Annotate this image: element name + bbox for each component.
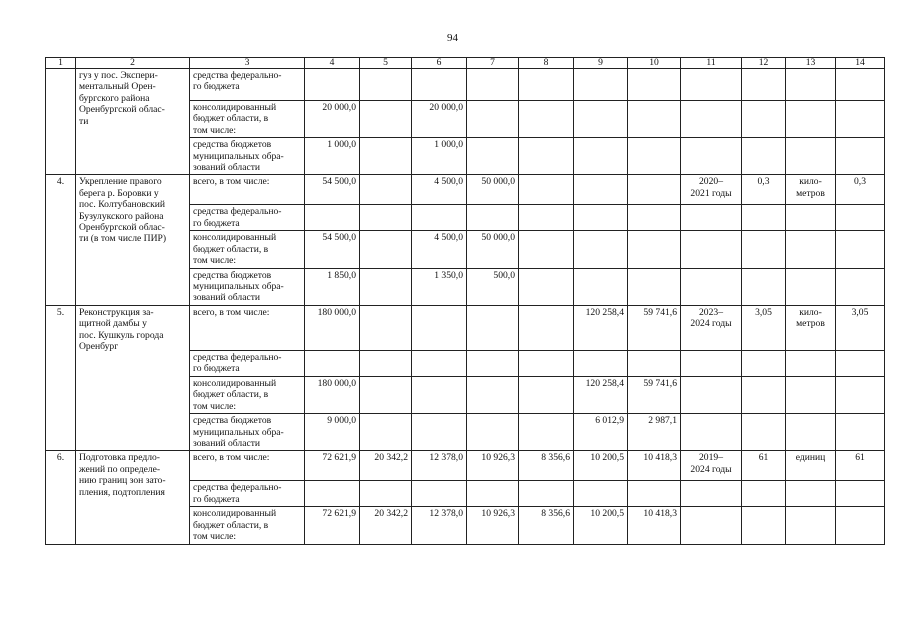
funding-source: средства федерально- го бюджета [190,69,305,101]
amount-5 [360,305,412,350]
amount-6 [412,414,467,451]
unit [786,69,836,101]
total [836,69,885,101]
amount-6 [412,69,467,101]
item-number [46,69,76,175]
item-title: Реконструкция за- щитной дамбы у пос. Кушкуль города Оренбург [76,305,190,450]
empty-cell [681,350,742,376]
amount-6 [412,205,467,231]
amount-10 [628,481,681,507]
amount-8 [519,481,574,507]
empty-cell [836,376,885,413]
column-number-13: 13 [786,58,836,69]
amount-10: 59 741,6 [628,305,681,350]
amount-7 [467,305,519,350]
funding-source: средства бюджетов муниципальных обра- зований области [190,138,305,175]
amount-7 [467,101,519,138]
amount-7: 50 000,0 [467,231,519,268]
empty-cell [681,414,742,451]
amount-8 [519,350,574,376]
empty-cell [742,138,786,175]
amount-4 [305,205,360,231]
funding-source: средства бюджетов муниципальных обра- зований области [190,414,305,451]
total: 61 [836,451,885,481]
column-number-12: 12 [742,58,786,69]
empty-cell [786,231,836,268]
amount-6: 12 378,0 [412,507,467,544]
amount-10 [628,101,681,138]
item-number: 5. [46,305,76,450]
empty-cell [836,414,885,451]
column-number-10: 10 [628,58,681,69]
empty-cell [681,231,742,268]
amount-8 [519,69,574,101]
amount-5 [360,69,412,101]
amount-4 [305,481,360,507]
empty-cell [681,205,742,231]
period: 2019– 2024 годы [681,451,742,481]
empty-cell [786,414,836,451]
amount-10 [628,231,681,268]
column-number-4: 4 [305,58,360,69]
amount-4: 1 850,0 [305,268,360,305]
amount-7 [467,205,519,231]
amount-4 [305,350,360,376]
funding-source: всего, в том числе: [190,451,305,481]
quantity [742,69,786,101]
empty-cell [786,376,836,413]
amount-10: 2 987,1 [628,414,681,451]
empty-cell [836,507,885,544]
amount-10: 10 418,3 [628,451,681,481]
column-number-2: 2 [76,58,190,69]
amount-5 [360,414,412,451]
empty-cell [836,268,885,305]
funding-source: средства бюджетов муниципальных обра- зований области [190,268,305,305]
item-title: Укрепление правого берега р. Боровки у пос. Колтубановский Бузулукского района Оренбургской облас- ти (в том числе ПИР) [76,175,190,305]
column-number-1: 1 [46,58,76,69]
amount-9 [574,350,628,376]
column-number-7: 7 [467,58,519,69]
funding-source: средства федерально- го бюджета [190,481,305,507]
empty-cell [742,205,786,231]
empty-cell [786,350,836,376]
amount-5 [360,175,412,205]
column-number-14: 14 [836,58,885,69]
amount-8 [519,101,574,138]
amount-9 [574,205,628,231]
amount-4: 72 621,9 [305,507,360,544]
quantity: 0,3 [742,175,786,205]
amount-10 [628,205,681,231]
amount-5: 20 342,2 [360,507,412,544]
amount-4: 9 000,0 [305,414,360,451]
amount-4: 1 000,0 [305,138,360,175]
empty-cell [836,481,885,507]
amount-5 [360,231,412,268]
empty-cell [742,507,786,544]
column-number-8: 8 [519,58,574,69]
amount-8: 8 356,6 [519,451,574,481]
amount-4: 180 000,0 [305,305,360,350]
amount-4: 180 000,0 [305,376,360,413]
empty-cell [786,268,836,305]
funding-source: консолидированный бюджет области, в том числе: [190,376,305,413]
column-number-3: 3 [190,58,305,69]
unit: единиц [786,451,836,481]
unit: кило- метров [786,175,836,205]
empty-cell [681,268,742,305]
amount-5 [360,481,412,507]
empty-cell [836,205,885,231]
amount-5 [360,101,412,138]
column-number-11: 11 [681,58,742,69]
empty-cell [836,138,885,175]
empty-cell [836,231,885,268]
amount-6 [412,305,467,350]
amount-7: 10 926,3 [467,507,519,544]
amount-9 [574,101,628,138]
amount-8 [519,231,574,268]
empty-cell [786,205,836,231]
amount-9 [574,231,628,268]
amount-6: 1 350,0 [412,268,467,305]
amount-5 [360,205,412,231]
table-body [46,58,885,545]
amount-9 [574,138,628,175]
empty-cell [681,101,742,138]
empty-cell [742,414,786,451]
column-number-5: 5 [360,58,412,69]
empty-cell [786,507,836,544]
table-row [46,305,885,350]
amount-9: 10 200,5 [574,451,628,481]
amount-6 [412,481,467,507]
empty-cell [681,481,742,507]
funding-source: консолидированный бюджет области, в том числе: [190,231,305,268]
amount-10 [628,175,681,205]
total: 3,05 [836,305,885,350]
amount-7 [467,138,519,175]
column-number-9: 9 [574,58,628,69]
amount-6: 1 000,0 [412,138,467,175]
period: 2020– 2021 годы [681,175,742,205]
amount-9: 120 258,4 [574,376,628,413]
amount-7 [467,350,519,376]
amount-10 [628,138,681,175]
column-number-6: 6 [412,58,467,69]
item-title: Подготовка предло- жений по определе- нию границ зон зато- пления, подтопления [76,451,190,544]
quantity: 61 [742,451,786,481]
amount-7 [467,414,519,451]
amount-7: 50 000,0 [467,175,519,205]
amount-9 [574,268,628,305]
empty-cell [742,101,786,138]
amount-8 [519,175,574,205]
empty-cell [786,138,836,175]
amount-5 [360,350,412,376]
funding-source: консолидированный бюджет области, в том числе: [190,507,305,544]
budget-table [45,57,885,545]
empty-cell [742,268,786,305]
amount-4: 72 621,9 [305,451,360,481]
amount-9 [574,481,628,507]
amount-10 [628,268,681,305]
empty-cell [742,481,786,507]
amount-4: 54 500,0 [305,231,360,268]
amount-7 [467,69,519,101]
amount-8 [519,414,574,451]
amount-10: 59 741,6 [628,376,681,413]
empty-cell [681,376,742,413]
amount-6: 4 500,0 [412,231,467,268]
amount-10 [628,350,681,376]
funding-source: средства федерально- го бюджета [190,205,305,231]
empty-cell [742,231,786,268]
empty-cell [786,101,836,138]
amount-6: 4 500,0 [412,175,467,205]
amount-8: 8 356,6 [519,507,574,544]
amount-9: 6 012,9 [574,414,628,451]
empty-cell [836,101,885,138]
amount-5: 20 342,2 [360,451,412,481]
amount-10: 10 418,3 [628,507,681,544]
amount-8 [519,138,574,175]
amount-5 [360,138,412,175]
amount-6: 12 378,0 [412,451,467,481]
empty-cell [786,481,836,507]
total: 0,3 [836,175,885,205]
amount-4: 54 500,0 [305,175,360,205]
amount-4 [305,69,360,101]
amount-7 [467,376,519,413]
amount-7: 500,0 [467,268,519,305]
item-number: 6. [46,451,76,544]
item-number: 4. [46,175,76,305]
amount-6 [412,350,467,376]
empty-cell [836,350,885,376]
column-number-row [46,58,885,69]
table-row [46,69,885,101]
unit: кило- метров [786,305,836,350]
empty-cell [742,376,786,413]
funding-source: всего, в том числе: [190,175,305,205]
amount-9 [574,175,628,205]
table-row [46,175,885,205]
amount-9: 120 258,4 [574,305,628,350]
funding-source: всего, в том числе: [190,305,305,350]
amount-9 [574,69,628,101]
amount-9: 10 200,5 [574,507,628,544]
page-number: 94 [447,32,458,44]
amount-5 [360,376,412,413]
amount-4: 20 000,0 [305,101,360,138]
funding-source: консолидированный бюджет области, в том числе: [190,101,305,138]
amount-8 [519,268,574,305]
amount-8 [519,305,574,350]
empty-cell [742,350,786,376]
period [681,69,742,101]
amount-6: 20 000,0 [412,101,467,138]
amount-5 [360,268,412,305]
amount-7 [467,481,519,507]
amount-7: 10 926,3 [467,451,519,481]
amount-8 [519,376,574,413]
amount-8 [519,205,574,231]
item-title: гуз у пос. Экспери- ментальный Орен- бургского района Оренбургской облас- ти [76,69,190,175]
amount-6 [412,376,467,413]
quantity: 3,05 [742,305,786,350]
empty-cell [681,507,742,544]
amount-10 [628,69,681,101]
funding-source: средства федерально- го бюджета [190,350,305,376]
table-row [46,451,885,481]
empty-cell [681,138,742,175]
period: 2023– 2024 годы [681,305,742,350]
